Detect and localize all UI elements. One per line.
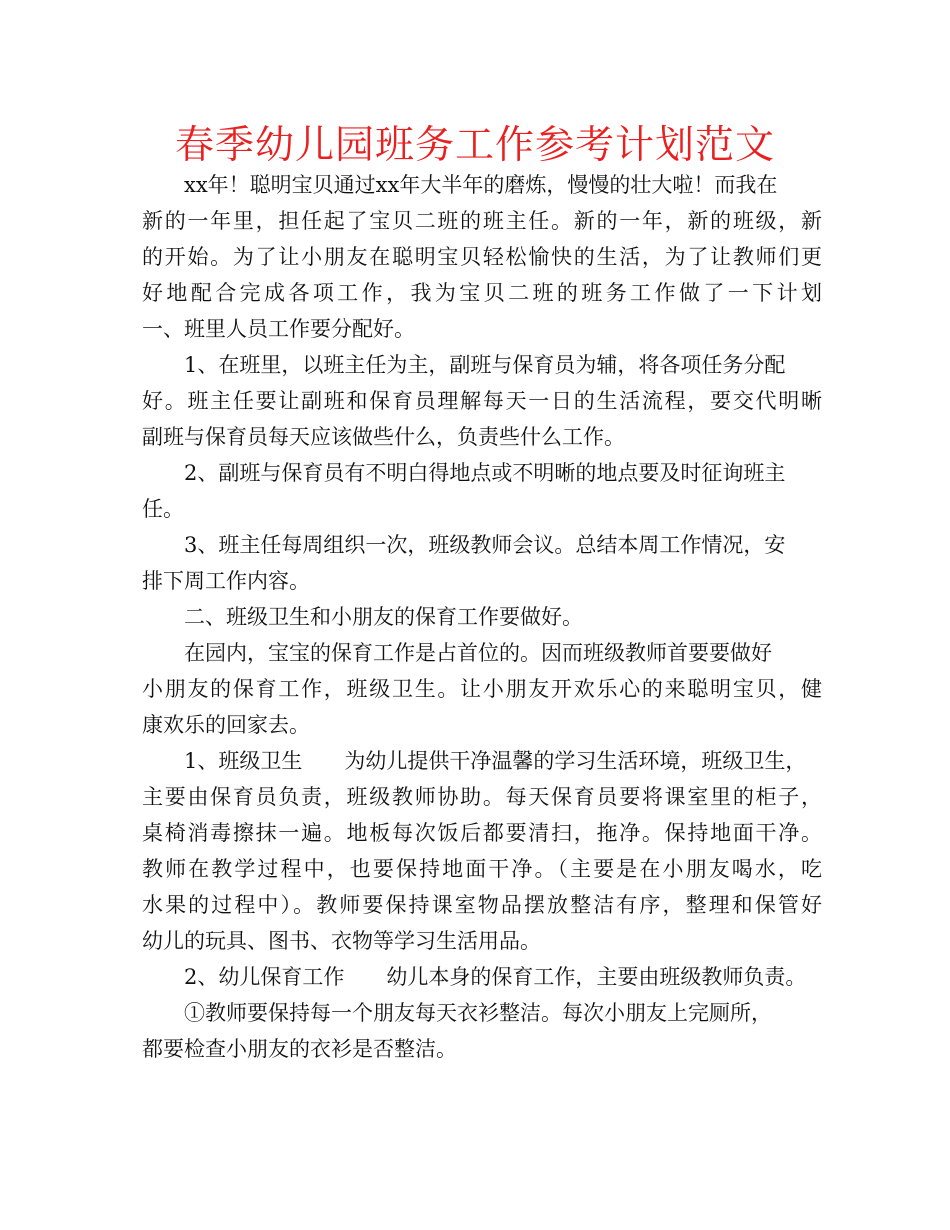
- body-line: 新的一年里，担任起了宝贝二班的班主任。新的一年，新的班级，新: [142, 209, 822, 233]
- body-line: 好。班主任要让副班和保育员理解每天一日的生活流程，要交代明晰: [142, 389, 822, 413]
- body-line: 桌椅消毒擦抹一遍。地板每次饭后都要清扫，拖净。保持地面干净。: [142, 821, 822, 845]
- document-title: 春季幼儿园班务工作参考计划范文: [174, 123, 775, 168]
- body-line: 小朋友的保育工作，班级卫生。让小朋友开欢乐心的来聪明宝贝，健: [142, 677, 822, 701]
- body-line: 水果的过程中）。教师要保持课室物品摆放整洁有序，整理和保管好: [142, 893, 822, 917]
- body-line: 一、班里人员工作要分配好。: [142, 317, 415, 341]
- body-line: 主要由保育员负责，班级教师协助。每天保育员要将课室里的柜子，: [142, 785, 822, 809]
- body-line: 2、副班与保育员有不明白得地点或不明晰的地点要及时征询班主: [184, 461, 786, 485]
- body-line: 好地配合完成各项工作，我为宝贝二班的班务工作做了一下计划: [142, 281, 822, 305]
- body-line: 在园内，宝宝的保育工作是占首位的。因而班级教师首要要做好: [184, 641, 772, 665]
- body-line: 任。: [142, 497, 184, 521]
- body-line: 3、班主任每周组织一次，班级教师会议。总结本周工作情况，安: [184, 533, 786, 557]
- body-line: xx年！聪明宝贝通过xx年大半年的磨炼，慢慢的壮大啦！而我在: [184, 173, 778, 197]
- body-line: 都要检查小朋友的衣衫是否整洁。: [142, 1037, 457, 1061]
- body-line: 副班与保育员每天应该做些什么，负责些什么工作。: [142, 425, 625, 449]
- body-line: 教师在教学过程中，也要保持地面干净。（主要是在小朋友喝水，吃: [142, 857, 822, 881]
- body-line: 2、幼儿保育工作 幼儿本身的保育工作，主要由班级教师负责。: [184, 965, 807, 989]
- document-body: [142, 167, 822, 1067]
- body-line: 康欢乐的回家去。: [142, 713, 310, 737]
- body-line: 幼儿的玩具、图书、衣物等学习生活用品。: [142, 929, 541, 953]
- section-heading: 二、班级卫生和小朋友的保育工作要做好。: [184, 605, 583, 629]
- body-line: 1、班级卫生 为幼儿提供干净温馨的学习生活环境，班级卫生，: [184, 749, 807, 773]
- body-line: ①教师要保持每一个朋友每天衣衫整洁。每次小朋友上完厕所，: [184, 1001, 772, 1025]
- body-line: 的开始。为了让小朋友在聪明宝贝轻松愉快的生活，为了让教师们更: [142, 245, 822, 269]
- body-line: 排下周工作内容。: [142, 569, 310, 593]
- body-line: 1、在班里，以班主任为主，副班与保育员为辅，将各项任务分配: [184, 353, 786, 377]
